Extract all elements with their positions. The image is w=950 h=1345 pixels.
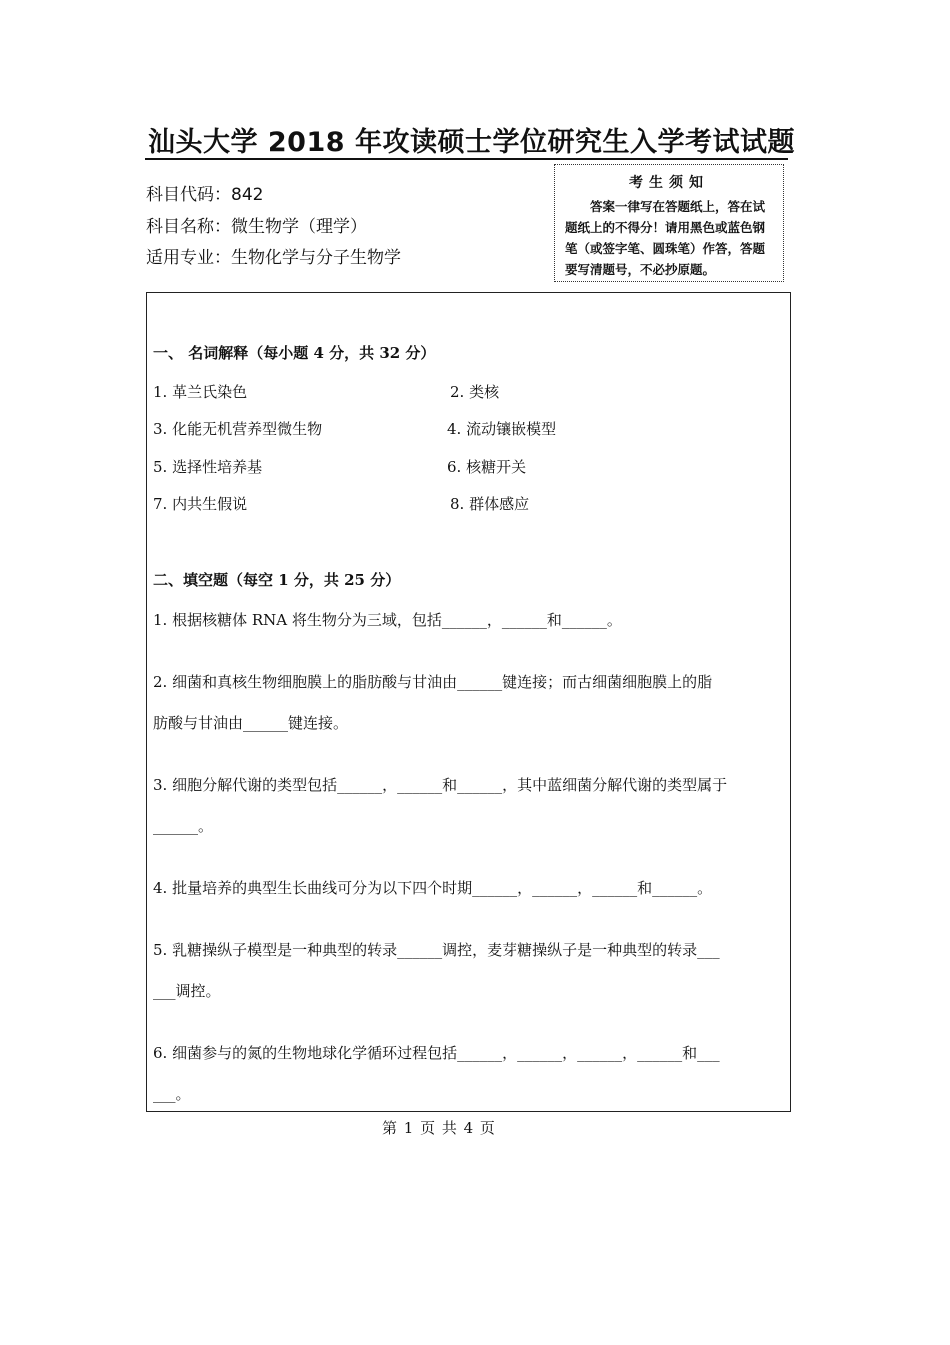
page-number: 第 1 页 共 4 页 <box>382 1119 496 1137</box>
fill-question-5-cont: ___调控。 <box>153 982 221 1000</box>
subject-name: 科目名称：微生物学（理学） <box>146 217 367 237</box>
fill-question-3: 3. 细胞分解代谢的类型包括______，______和______，其中蓝细菌分解代谢的类型属于 <box>153 776 728 794</box>
term-7: 7. 内共生假说 <box>153 495 248 513</box>
notice-title: 考生须知 <box>629 175 709 191</box>
term-2: 2. 类核 <box>450 383 500 401</box>
fill-question-2: 2. 细菌和真核生物细胞膜上的脂肪酸与甘油由______键连接；而古细菌细胞膜上的脂 <box>153 673 713 691</box>
candidate-notice-box <box>554 164 784 282</box>
title-divider <box>145 158 788 160</box>
section1-heading: 一、 名词解释（每小题 4 分，共 32 分） <box>153 344 436 362</box>
fill-question-5: 5. 乳糖操纵子模型是一种典型的转录______调控，麦芽糖操纵子是一种典型的转录___ <box>153 941 720 959</box>
fill-question-2-cont: 肪酸与甘油由______键连接。 <box>153 714 349 732</box>
exam-title: 汕头大学 2018 年攻读硕士学位研究生入学考试试题 <box>148 127 795 158</box>
term-3: 3. 化能无机营养型微生物 <box>153 420 323 438</box>
fill-question-6-cont: ___。 <box>153 1085 191 1103</box>
term-4: 4. 流动镶嵌模型 <box>447 420 557 438</box>
fill-question-3-cont: ______。 <box>153 817 214 835</box>
subject-code: 科目代码：842 <box>146 185 264 205</box>
fill-question-1: 1. 根据核糖体 RNA 将生物分为三域，包括______，______和______。 <box>153 611 622 629</box>
section2-heading: 二、填空题（每空 1 分，共 25 分） <box>153 571 401 589</box>
term-1: 1. 革兰氏染色 <box>153 383 248 401</box>
fill-question-4: 4. 批量培养的典型生长曲线可分为以下四个时期______，______，______和______。 <box>153 879 713 897</box>
term-6: 6. 核糖开关 <box>447 458 527 476</box>
applicable-major: 适用专业：生物化学与分子生物学 <box>146 248 401 268</box>
term-5: 5. 选择性培养基 <box>153 458 263 476</box>
notice-body: 答案一律写在答题纸上，答在试题纸上的不得分！请用黑色或蓝色钢笔（或签字笔、圆珠笔）作答，答题要写清题号，不必抄原题。 <box>565 199 766 277</box>
fill-question-6: 6. 细菌参与的氮的生物地球化学循环过程包括______，______，______，______和___ <box>153 1044 720 1062</box>
question-frame <box>146 292 791 1112</box>
term-8: 8. 群体感应 <box>450 495 530 513</box>
